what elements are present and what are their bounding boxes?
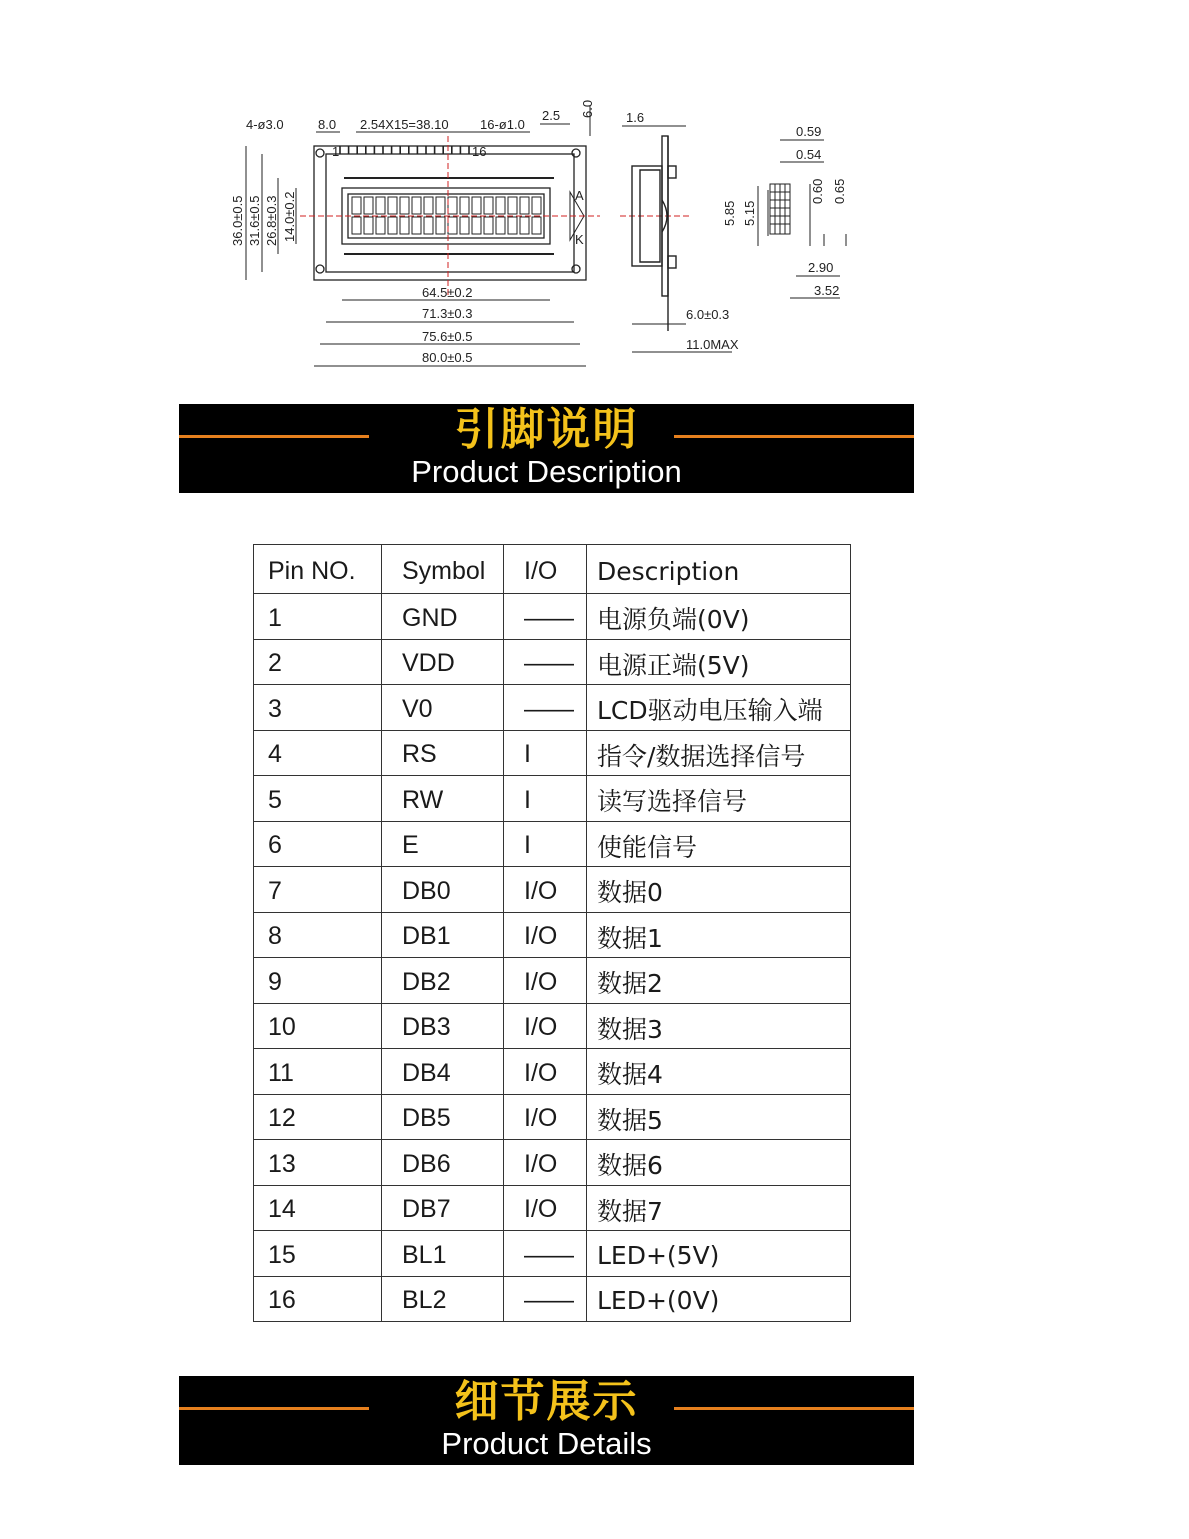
dim-height-14: 14.0±0.2 (282, 191, 297, 242)
anode-label: A (575, 188, 584, 203)
description-cell: 数据6 (587, 1140, 851, 1186)
symbol-cell: DB3 (382, 1003, 504, 1049)
dim-2-5: 2.5 (542, 108, 561, 123)
io-cell: I (504, 776, 587, 822)
io-cell: —— (504, 639, 587, 685)
product-description-banner (179, 404, 914, 493)
table-row (254, 821, 851, 867)
description-cell: 电源正端(5V) (587, 639, 851, 685)
table-row (254, 912, 851, 958)
io-cell: I (504, 730, 587, 776)
dim-width-80: 80.0±0.5 (422, 350, 473, 365)
dim-5-85: 5.85 (722, 200, 737, 226)
io-cell: I/O (504, 1140, 587, 1186)
dim-5-15: 5.15 (742, 200, 757, 226)
symbol-cell: DB1 (382, 912, 504, 958)
description-cell: 数据3 (587, 1003, 851, 1049)
symbol-cell: BL1 (382, 1231, 504, 1277)
product-details-banner (179, 1376, 914, 1465)
dim-left-offset: 8.0 (318, 117, 337, 132)
dim-height-36: 36.0±0.5 (230, 195, 245, 246)
dim-pins: 16-ø1.0 (480, 117, 525, 132)
io-cell: I/O (504, 1094, 587, 1140)
pin-1-label: 1 (332, 144, 340, 159)
description-cell: LED+(0V) (587, 1276, 851, 1322)
io-cell: —— (504, 1231, 587, 1277)
table-row (254, 1094, 851, 1140)
dim-6-0-thick: 6.0±0.3 (686, 307, 730, 322)
header-symbol: Symbol (382, 545, 504, 594)
pin-number-cell: 7 (254, 867, 382, 913)
symbol-cell: E (382, 821, 504, 867)
symbol-cell: DB5 (382, 1094, 504, 1140)
pin-number-cell: 4 (254, 730, 382, 776)
io-cell: I/O (504, 1185, 587, 1231)
io-cell: I/O (504, 1049, 587, 1095)
header-description: Description (587, 545, 851, 594)
description-cell: 电源负端(0V) (587, 594, 851, 640)
symbol-cell: DB4 (382, 1049, 504, 1095)
dim-width-75-6: 75.6±0.5 (422, 329, 473, 344)
symbol-cell: DB7 (382, 1185, 504, 1231)
symbol-cell: VDD (382, 639, 504, 685)
description-cell: 读写选择信号 (587, 776, 851, 822)
symbol-cell: DB6 (382, 1140, 504, 1186)
dim-height-26-8: 26.8±0.3 (264, 195, 279, 246)
pin-description-table (253, 544, 851, 1322)
pin-number-cell: 1 (254, 594, 382, 640)
table-row (254, 1185, 851, 1231)
table-row (254, 1049, 851, 1095)
table-row (254, 958, 851, 1004)
description-cell: 数据7 (587, 1185, 851, 1231)
symbol-cell: RW (382, 776, 504, 822)
dim-0-60: 0.60 (810, 178, 825, 204)
dim-0-65: 0.65 (832, 178, 847, 204)
io-cell: I/O (504, 1003, 587, 1049)
io-cell: I/O (504, 912, 587, 958)
dim-height-31-6: 31.6±0.5 (247, 195, 262, 246)
lcd-dimension-drawing (220, 96, 870, 386)
io-cell: —— (504, 594, 587, 640)
pin-16-label: 16 (472, 144, 487, 159)
pin-number-cell: 10 (254, 1003, 382, 1049)
description-cell: 指令/数据选择信号 (587, 730, 851, 776)
dim-holes: 4-ø3.0 (246, 117, 284, 132)
pin-number-cell: 5 (254, 776, 382, 822)
dim-0-54: 0.54 (796, 147, 822, 162)
dim-width-64-5: 64.5±0.2 (422, 285, 473, 300)
io-cell: —— (504, 1276, 587, 1322)
dim-6-0: 6.0 (580, 99, 595, 118)
table-row (254, 685, 851, 731)
io-cell: I/O (504, 867, 587, 913)
table-row (254, 594, 851, 640)
description-cell: 数据5 (587, 1094, 851, 1140)
description-cell: 数据0 (587, 867, 851, 913)
symbol-cell: RS (382, 730, 504, 776)
pin-number-cell: 9 (254, 958, 382, 1004)
pin-number-cell: 15 (254, 1231, 382, 1277)
cathode-label: K (575, 232, 584, 247)
description-cell: 数据1 (587, 912, 851, 958)
pin-number-cell: 11 (254, 1049, 382, 1095)
banner-title-en: Product Description (411, 454, 682, 489)
pin-number-cell: 2 (254, 639, 382, 685)
pin-number-cell: 6 (254, 821, 382, 867)
description-cell: 数据4 (587, 1049, 851, 1095)
description-cell: 数据2 (587, 958, 851, 1004)
description-cell: LED+(5V) (587, 1231, 851, 1277)
dim-1-6: 1.6 (626, 110, 645, 125)
symbol-cell: DB0 (382, 867, 504, 913)
io-cell: —— (504, 685, 587, 731)
dim-11-max: 11.0MAX (686, 337, 739, 352)
table-header-row (254, 545, 851, 594)
io-cell: I (504, 821, 587, 867)
pin-number-cell: 13 (254, 1140, 382, 1186)
pin-number-cell: 8 (254, 912, 382, 958)
banner-title-en: Product Details (441, 1426, 652, 1461)
symbol-cell: GND (382, 594, 504, 640)
header-io: I/O (504, 545, 587, 594)
banner-title-cn: 引脚说明 (454, 404, 639, 455)
header-pin-no: Pin NO. (254, 545, 382, 594)
pin-number-cell: 16 (254, 1276, 382, 1322)
symbol-cell: DB2 (382, 958, 504, 1004)
description-cell: LCD驱动电压输入端 (587, 685, 851, 731)
pin-number-cell: 12 (254, 1094, 382, 1140)
table-row (254, 1231, 851, 1277)
dim-0-59: 0.59 (796, 124, 822, 139)
dim-pitch: 2.54X15=38.10 (360, 117, 449, 132)
table-row (254, 776, 851, 822)
dim-2-90: 2.90 (808, 260, 834, 275)
symbol-cell: V0 (382, 685, 504, 731)
pin-number-cell: 3 (254, 685, 382, 731)
dim-width-71-3: 71.3±0.3 (422, 306, 473, 321)
dim-3-52: 3.52 (814, 283, 840, 298)
table-row (254, 867, 851, 913)
description-cell: 使能信号 (587, 821, 851, 867)
table-row (254, 730, 851, 776)
table-row (254, 1003, 851, 1049)
table-row (254, 1276, 851, 1322)
table-row (254, 639, 851, 685)
banner-title-cn: 细节展示 (454, 1376, 639, 1427)
table-row (254, 1140, 851, 1186)
io-cell: I/O (504, 958, 587, 1004)
symbol-cell: BL2 (382, 1276, 504, 1322)
pin-number-cell: 14 (254, 1185, 382, 1231)
